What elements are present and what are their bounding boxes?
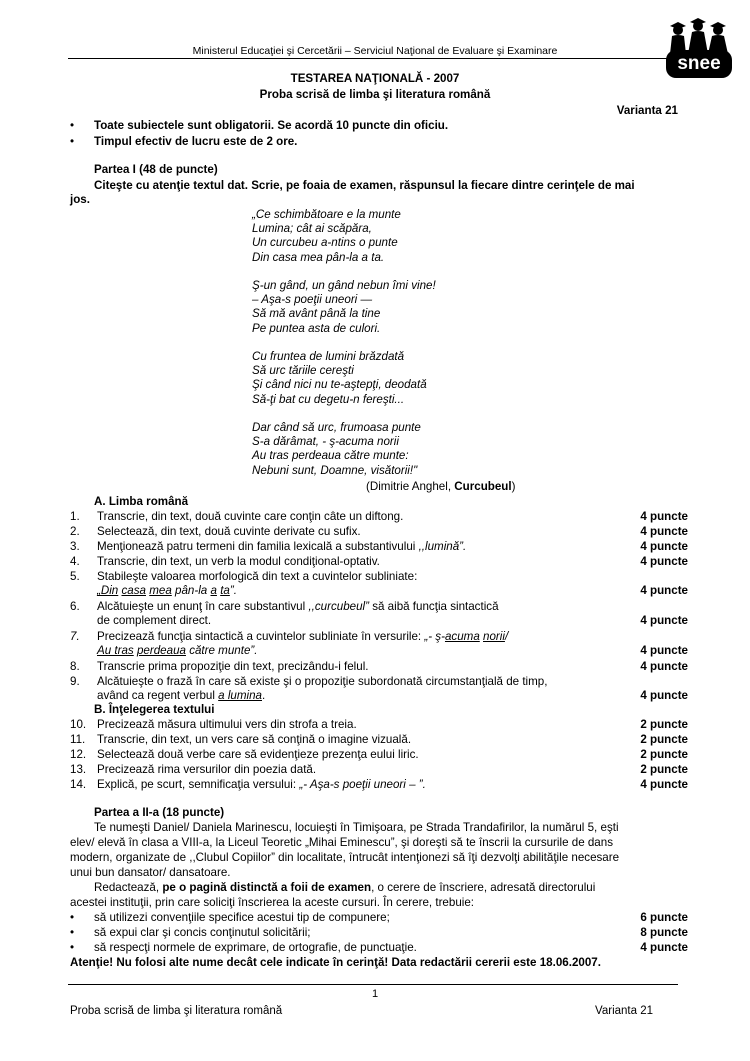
poem-line: Cu fruntea de lumini brăzdată (252, 350, 405, 363)
question-12: 12. Selectează două verbe care să evidenţieze prezenţa eului liric. 2 puncte (70, 748, 688, 761)
poem-line: Ş-un gând, un gând nebun îmi vine! (252, 279, 436, 292)
poem-line: Dar când să urc, frumoasa punte (252, 421, 421, 434)
part2-task: Redactează, pe o pagină distinctă a foii de examen, o cerere de înscriere, adresată directorului (94, 881, 596, 894)
exam-title: TESTAREA NAŢIONALĂ - 2007 (290, 72, 460, 85)
page-number: 1 (371, 988, 379, 1000)
poem-line: Pe puntea asta de culori. (252, 322, 381, 335)
bullet-icon: • (70, 119, 75, 132)
poem-line: Să-ţi bat cu degetu-n fereşti... (252, 393, 405, 406)
question-8: 8. Transcrie prima propoziţie din text, precizându-i felul. 4 puncte (70, 660, 688, 673)
poem-source: (Dimitrie Anghel, Curcubeul) (366, 480, 516, 493)
requirement-1: • să utilizezi convenţiile specifice acestui tip de compunere; 6 puncte (70, 911, 688, 924)
section-a-title: A. Limba română (94, 495, 189, 508)
part1-instruction: Citeşte cu atenţie textul dat. Scrie, pe foaia de examen, răspunsul la fiecare dintre cerinţele de mai (94, 179, 635, 192)
question-5: 5. Stabileşte valoarea morfologică din text a cuvintelor subliniate: „Din casa mea pân-la a ta”. 4 puncte (70, 570, 688, 597)
part2-text: Te numeşti Daniel/ Daniela Marinescu, locuieşti în Timişoara, pe Strada Trandafirilor, la numărul 5, eşti (94, 821, 619, 834)
header-ministry: Ministerul Educaţiei şi Cercetării – Serviciul Naţional de Evaluare şi Examinare (192, 45, 558, 57)
requirement-3: • să respecţi normele de exprimare, de ortografie, de punctuaţie. 4 puncte (70, 941, 688, 954)
poem-line: – Aşa-s poeţii uneori — (252, 293, 373, 306)
poem-line: Şi când nici nu te-aştepţi, deodată (252, 378, 427, 391)
question-3: 3. Menţionează patru termeni din familia lexicală a substantivului ,,lumină”. 4 puncte (70, 540, 688, 553)
bullet-icon: • (70, 941, 75, 954)
part1-instruction-end: jos. (70, 193, 90, 206)
requirement-2: • să expui clar şi concis conţinutul solicitării; 8 puncte (70, 926, 688, 939)
part2-heading: Partea a II-a (18 puncte) (94, 806, 225, 819)
question-9: 9. Alcătuieşte o frază în care să existe şi o propoziţie subordonată circumstanţială de timp, având ca regent verbul a lumina. 4 puncte (70, 675, 688, 702)
poem-line: Nebuni sunt, Doamne, visătorii!" (252, 464, 418, 477)
poem-line: Un curcubeu a-ntins o punte (252, 236, 398, 249)
footer-divider (68, 984, 678, 985)
poem-line: Au tras perdeaua către munte: (252, 449, 409, 462)
poem-line: S-a dărâmat, - ş-acuma norii (252, 435, 399, 448)
poem-line: Lumina; cât ai scăpăra, (252, 222, 372, 235)
rule-2: Timpul efectiv de lucru este de 2 ore. (94, 135, 298, 148)
footer-right: Varianta 21 (595, 1005, 653, 1017)
rule-1: Toate subiectele sunt obligatorii. Se acordă 10 puncte din oficiu. (94, 119, 449, 132)
part2-text: modern, organizate de ,,Clubul Copiilor” din localitate, întrucât intenţionezi să îţi dezvolţi abilităţile necesare (70, 851, 620, 864)
header-divider (68, 58, 678, 59)
poem-line: „Ce schimbătoare e la munte (252, 208, 401, 221)
warning-note: Atenţie! Nu folosi alte nume decât cele indicate în cerinţă! Data redactării cererii este 18.06.2007. (70, 956, 601, 969)
question-6: 6. Alcătuieşte un enunţ în care substantivul ,,curcubeul” să aibă funcţia sintactică de complement direct. 4 puncte (70, 600, 688, 627)
question-10: 10. Precizează măsura ultimului vers din strofa a treia. 2 puncte (70, 718, 688, 731)
question-13: 13. Precizează rima versurilor din poezia dată. 2 puncte (70, 763, 688, 776)
question-2: 2. Selectează, din text, două cuvinte derivate cu sufix. 4 puncte (70, 525, 688, 538)
exam-subtitle: Proba scrisă de limba şi literatura română (259, 88, 491, 101)
variant-label: Varianta 21 (616, 104, 678, 117)
part2-text: elev/ elevă în clasa a VIII-a, la Liceul Teoretic „Mihai Eminescu”, şi doreşti să te înscrii la cursurile de dans (70, 836, 613, 849)
footer-left: Proba scrisă de limba şi literatura română (70, 1005, 283, 1017)
bullet-icon: • (70, 926, 75, 939)
part2-task: acestei instituţii, prin care soliciţi înscrierea la aceste cursuri. În cerere, trebuie: (70, 896, 475, 909)
section-b-title: B. Înţelegerea textului (94, 703, 215, 716)
part2-text: unui bun dansator/ dansatoare. (70, 866, 231, 879)
question-11: 11. Transcrie, din text, un vers care să conţină o imagine vizuală. 2 puncte (70, 733, 688, 746)
logo-text: snee (677, 53, 721, 74)
poem-line: Din casa mea pân-la a ta. (252, 251, 385, 264)
question-1: 1. Transcrie, din text, două cuvinte care conţin câte un diftong. 4 puncte (70, 510, 688, 523)
poem-line: Să mă avânt până la tine (252, 307, 381, 320)
bullet-icon: • (70, 135, 75, 148)
bullet-icon: • (70, 911, 75, 924)
part1-heading: Partea I (48 de puncte) (94, 163, 218, 176)
question-4: 4. Transcrie, din text, un verb la modul condiţional-optativ. 4 puncte (70, 555, 688, 568)
poem-line: Să urc tăriile cereşti (252, 364, 354, 377)
question-14: 14. Explică, pe scurt, semnificaţia versului: „- Aşa-s poeţii uneori – ”. 4 puncte (70, 778, 688, 791)
question-7: 7. Precizează funcţia sintactică a cuvintelor subliniate în versurile: „- ş-acuma norii/ Au tras perdeaua către munte”. 4 puncte (70, 630, 688, 657)
